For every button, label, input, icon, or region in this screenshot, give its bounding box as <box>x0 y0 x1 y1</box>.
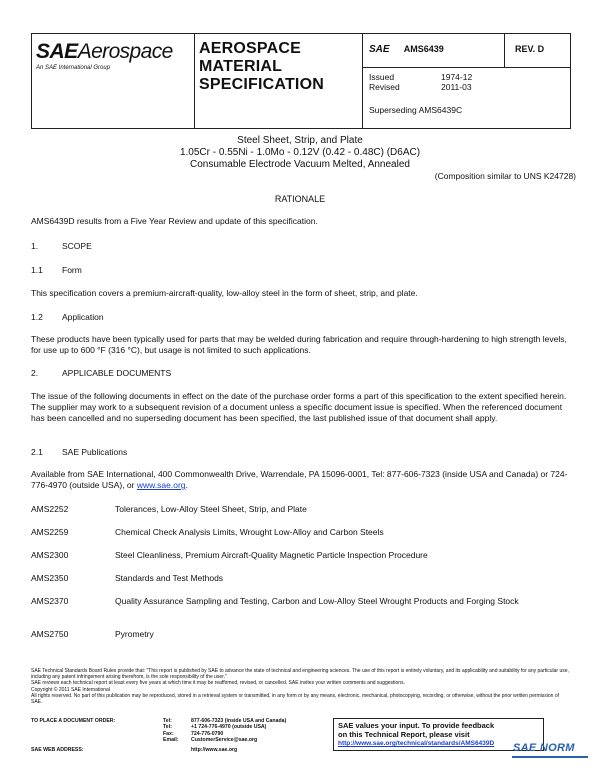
footer-rules-text: SAE Technical Standards Board Rules provide that: "This report is published by SAE to advance the state of technical and engineering sciences. The use of this report is entirely voluntary, and its applicability and suitability for any particular use, including any patent infringement arising therefrom, is the sole responsibility of the user." <box>31 668 569 681</box>
section-number: 2.1 <box>31 447 43 457</box>
issued-label: Issued <box>369 72 395 82</box>
document-title: Chemical Check Analysis Limits, Wrought Low-Alloy and Carbon Steels <box>115 527 384 537</box>
list-item <box>31 527 571 538</box>
sae-norm-logo: SAE NORM <box>513 742 575 754</box>
list-item <box>31 596 571 607</box>
subject-line-1: Steel Sheet, Strip, and Plate <box>237 135 363 146</box>
document-title: Standards and Test Methods <box>115 573 224 583</box>
fax-number: 724-776-0790 <box>191 730 224 737</box>
logo-aerospace-text: Aerospace <box>77 40 173 63</box>
tel-outside: +1 724-776-4970 (outside USA) <box>191 724 267 731</box>
document-id: AMS2259 <box>31 527 69 537</box>
tel-label: Tel: <box>163 724 172 731</box>
document-title: Steel Cleanliness, Premium Aircraft-Quality Magnetic Particle Inspection Procedure <box>115 550 428 560</box>
revised-date: 2011-03 <box>441 82 472 92</box>
section-number: 1. <box>31 241 39 251</box>
sae-aerospace-logo <box>36 40 190 64</box>
issued-date: 1974-12 <box>441 72 473 82</box>
section-documents-heading <box>31 368 171 378</box>
list-item <box>31 629 571 640</box>
section-title: SCOPE <box>62 241 92 251</box>
document-id: AMS2300 <box>31 550 69 560</box>
revision-label: REV. D <box>515 44 545 54</box>
web-label: SAE WEB ADDRESS: <box>31 746 84 753</box>
document-subject <box>0 135 600 171</box>
list-item <box>31 504 571 515</box>
document-title: Pyrometry <box>115 629 154 639</box>
logo-subtitle: An SAE International Group <box>36 65 111 71</box>
document-number-cell <box>363 34 505 68</box>
sae-mini-logo: SAE <box>369 44 390 55</box>
brand-underline <box>512 756 588 758</box>
publications-end: . <box>185 480 188 490</box>
document-type-title <box>195 34 363 129</box>
web-address[interactable]: http://www.sae.org <box>191 746 238 753</box>
feedback-line-2: on this Technical Report, please visit <box>338 730 470 739</box>
superseding-note: Superseding AMS6439C <box>369 105 463 115</box>
section-scope-heading <box>31 241 92 251</box>
documents-text: The issue of the following documents in effect on the date of the purchase order forms a part of this specification to the extent specified herein. The supplier may work to a subsequent revision of a document unless a specific document issue is specified. When the referenced document has been cancelled and no superseding document has been specified, the last published issue of that document shall apply. <box>31 391 567 423</box>
document-id: AMS2252 <box>31 504 69 514</box>
rationale-heading: RATIONALE <box>274 194 326 204</box>
section-number: 2. <box>31 368 39 378</box>
list-item <box>31 550 571 561</box>
header-table <box>31 33 571 129</box>
feedback-line-1: SAE values your input. To provide feedback <box>338 721 495 730</box>
logo-sae-text: SAE <box>36 40 78 63</box>
publications-text <box>31 469 571 491</box>
feedback-link[interactable]: http://www.sae.org/technical/standards/AMS6439D <box>338 740 495 747</box>
section-title: SAE Publications <box>62 447 128 457</box>
list-item <box>31 573 571 584</box>
section-application-heading <box>31 312 104 322</box>
section-title: Form <box>62 265 82 275</box>
document-number: AMS6439 <box>403 44 444 54</box>
fax-label: Fax: <box>163 730 174 737</box>
application-text: These products have been typically used for parts that may be welded during fabrication and require through-hardening to high strength levels, for use up to 600 °F (316 °C), but usage is not limited to such applications. <box>31 334 567 355</box>
order-contact-block <box>31 718 286 753</box>
footer-copyright: Copyright © 2011 SAE International <box>31 686 110 693</box>
footer-review-text: SAE reviews each technical report at least every five years at which time it may be reaffirmed, revised, or cancelled. SAE invites your written comments and suggestions. <box>31 680 405 687</box>
title-line-2: MATERIAL <box>199 58 283 75</box>
order-label: TO PLACE A DOCUMENT ORDER: <box>31 718 116 724</box>
section-title: APPLICABLE DOCUMENTS <box>62 368 172 378</box>
document-id: AMS2370 <box>31 596 69 606</box>
legal-footer <box>31 668 571 705</box>
subject-line-2: 1.05Cr - 0.55Ni - 1.0Mo - 0.12V (0.42 - 0.48C) (D6AC) <box>179 147 421 158</box>
section-number: 1.2 <box>31 312 43 322</box>
document-id: AMS2750 <box>31 629 69 639</box>
form-text: This specification covers a premium-aircraft-quality, low-alloy steel in the form of sheet, strip, and plate. <box>31 288 418 298</box>
email-address[interactable]: CustomerService@sae.org <box>191 737 258 744</box>
title-line-1: AEROSPACE <box>199 40 301 57</box>
section-number: 1.1 <box>31 265 43 275</box>
section-title: Application <box>62 312 104 322</box>
section-form-heading <box>31 265 82 275</box>
document-title: Tolerances, Low-Alloy Steel Sheet, Strip, and Plate <box>115 504 307 514</box>
composition-note: (Composition similar to UNS K24728) <box>434 171 576 181</box>
revised-label: Revised <box>369 82 400 92</box>
logo-cell <box>32 34 195 129</box>
document-id: AMS2350 <box>31 573 69 583</box>
footer-rights-text: All rights reserved. No part of this publication may be reproduced, stored in a retrieval system or transmitted, in any form or by any means, electronic, mechanical, photocopying, recording, or otherwise, without the prior written permission of SAE. <box>31 692 560 706</box>
document-title: Quality Assurance Sampling and Testing, Carbon and Low-Alloy Steel Wrought Products and Forging Stock <box>115 596 519 606</box>
tel-label: Tel: <box>163 718 172 724</box>
sae-website-link[interactable]: www.sae.org <box>136 480 186 490</box>
title-line-3: SPECIFICATION <box>199 76 324 93</box>
section-publications-heading <box>31 447 127 457</box>
subject-line-3: Consumable Electrode Vacuum Melted, Annealed <box>190 159 410 170</box>
tel-inside: 877-606-7323 (inside USA and Canada) <box>191 718 287 724</box>
revision-cell <box>505 34 571 68</box>
dates-cell <box>363 68 571 129</box>
publications-address: Available from SAE International, 400 Commonwealth Drive, Warrendale, PA 15096-0001, Tel: 877-606-7323 (inside USA and Canada) or 724-776-4970 (outside USA), or <box>31 469 568 490</box>
rationale-text: AMS6439D results from a Five Year Review and update of this specification. <box>31 216 318 226</box>
email-label: Email: <box>163 737 179 744</box>
